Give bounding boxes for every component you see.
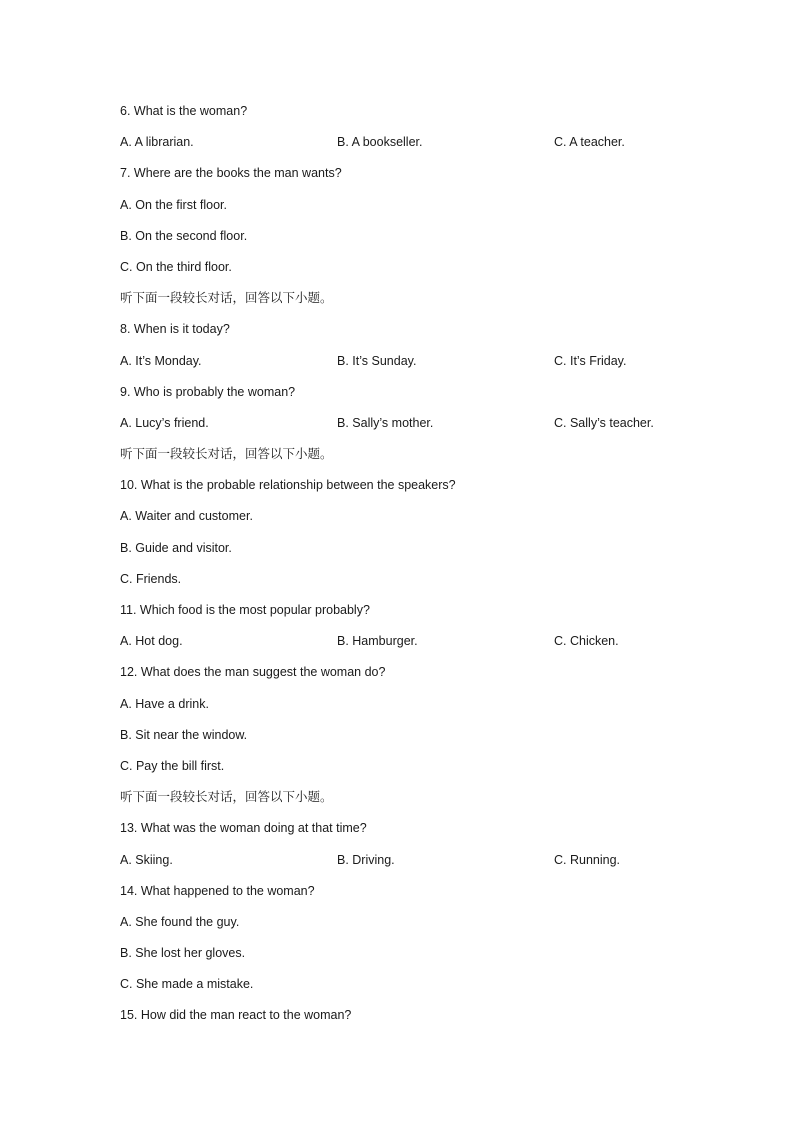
answer-option: C. Running. [554,852,621,867]
answer-option: C. Pay the bill first. [120,758,225,773]
answer-option: C. It’s Friday. [554,353,627,368]
question-line [120,101,720,132]
answer-option: A. Skiing. [120,852,173,867]
answer-option: A. It’s Monday. [120,353,202,368]
answer-option: A. Lucy’s friend. [120,415,209,430]
question-text: 13. What was the woman doing at that time? [120,821,367,836]
answer-option: A. Hot dog. [120,634,183,649]
option-line [120,538,720,569]
question-text: 9. Who is probably the woman? [120,384,296,399]
answer-option: A. She found the guy. [120,914,240,929]
answer-option: B. Driving. [337,852,395,867]
question-text: 6. What is the woman? [120,104,248,118]
option-line [120,226,720,257]
question-text: 7. Where are the books the man wants? [120,166,342,181]
section-instruction: 听下面一段较长对话，回答以下小题。 [120,446,333,462]
question-text: 8. When is it today? [120,322,230,337]
answer-option: B. Guide and visitor. [120,540,232,555]
answer-option: B. Sally’s mother. [337,415,434,430]
answer-option: C. Chicken. [554,634,619,649]
answer-option: B. Hamburger. [337,634,418,649]
option-line [120,725,720,756]
question-line [120,382,720,413]
option-row [120,351,720,382]
question-text: 10. What is the probable relationship between the speakers? [120,478,456,493]
answer-option: B. It’s Sunday. [337,353,417,368]
answer-option: A. A librarian. [120,135,194,150]
answer-option: A. On the first floor. [120,197,227,212]
question-line [120,1005,720,1036]
instruction-line [120,444,720,475]
question-text: 11. Which food is the most popular probably? [120,603,370,617]
option-line [120,694,720,725]
option-line [120,257,720,288]
answer-option: A. Waiter and customer. [120,509,253,524]
question-text: 12. What does the man suggest the woman do? [120,665,386,680]
option-line [120,195,720,226]
question-line [120,163,720,194]
option-line [120,569,720,600]
section-instruction: 听下面一段较长对话，回答以下小题。 [120,789,333,805]
option-line [120,912,720,943]
answer-option: B. She lost her gloves. [120,946,246,961]
answer-option: C. A teacher. [554,135,625,150]
question-line [120,881,720,912]
question-text: 14. What happened to the woman? [120,883,315,898]
answer-option: B. Sit near the window. [120,727,248,742]
answer-option: B. A bookseller. [337,135,423,150]
question-line [120,600,720,631]
answer-option: C. Sally’s teacher. [554,415,654,430]
answer-option: C. Friends. [120,571,182,586]
question-line [120,319,720,350]
option-row [120,631,720,662]
question-line [120,662,720,693]
instruction-line [120,787,720,818]
answer-option: C. On the third floor. [120,259,232,274]
question-text: 15. How did the man react to the woman? [120,1008,352,1023]
question-line [120,818,720,849]
question-list [120,101,720,1037]
option-line [120,974,720,1005]
option-row [120,132,720,163]
option-line [120,506,720,537]
section-instruction: 听下面一段较长对话，回答以下小题。 [120,290,333,306]
answer-option: B. On the second floor. [120,228,248,243]
instruction-line [120,288,720,319]
answer-option: C. She made a mistake. [120,977,254,992]
option-line [120,943,720,974]
option-row [120,413,720,444]
question-line [120,475,720,506]
option-row [120,850,720,881]
option-line [120,756,720,787]
answer-option: A. Have a drink. [120,696,209,711]
